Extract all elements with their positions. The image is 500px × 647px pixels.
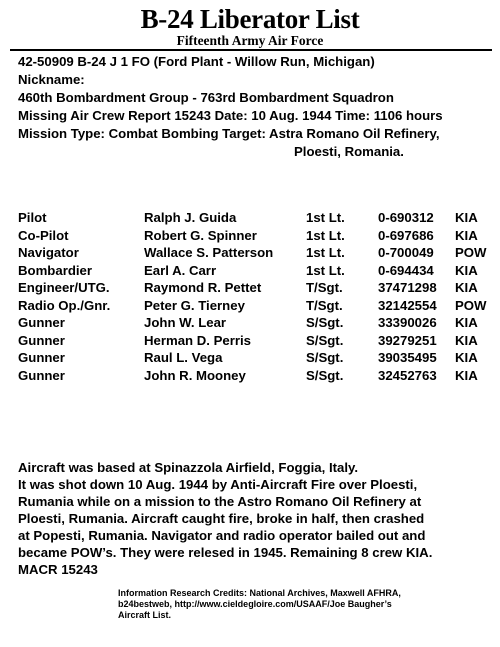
crew-status: POW bbox=[455, 245, 487, 260]
crew-position: Gunner bbox=[18, 367, 65, 383]
crew-serial: 32452763 bbox=[378, 367, 437, 383]
narrative-line: Aircraft was based at Spinazzola Airfield, Foggia, Italy. bbox=[18, 460, 359, 475]
nickname-line: Nickname: bbox=[18, 72, 85, 87]
crew-status: KIA bbox=[455, 280, 478, 295]
crew-position: Navigator bbox=[18, 245, 79, 260]
crew-serial: 33390026 bbox=[378, 315, 437, 330]
crew-row bbox=[18, 349, 498, 367]
crew-name: Peter G. Tierney bbox=[144, 297, 245, 313]
credits-line: b24bestweb, http://www.cieldegloire.com/USAAF/Joe Baugher’s bbox=[118, 599, 392, 609]
page-title: B-24 Liberator List bbox=[140, 4, 360, 34]
crew-name: John W. Lear bbox=[144, 315, 227, 330]
crew-rank: T/Sgt. bbox=[306, 297, 343, 313]
crew-name: Raul L. Vega bbox=[144, 350, 223, 365]
header-divider bbox=[10, 49, 492, 51]
crew-position: Gunner bbox=[18, 315, 65, 330]
crew-serial: 0-694434 bbox=[378, 262, 434, 278]
crew-rank: S/Sgt. bbox=[306, 332, 344, 348]
crew-serial: 39035495 bbox=[378, 350, 437, 365]
crew-serial: 39279251 bbox=[378, 332, 437, 348]
crew-status: KIA bbox=[455, 367, 478, 383]
crew-serial: 0-700049 bbox=[378, 245, 434, 260]
crew-rank: S/Sgt. bbox=[306, 350, 344, 365]
crew-serial: 0-690312 bbox=[378, 210, 434, 225]
narrative-line: Ploesti, Rumania. Aircraft caught fire, broke in half, then crashed bbox=[18, 511, 425, 526]
page-subtitle: Fifteenth Army Air Force bbox=[176, 33, 324, 48]
crew-name: Herman D. Perris bbox=[144, 332, 252, 348]
macr-line: Missing Air Crew Report 15243 Date: 10 Aug. 1944 Time: 1106 hours bbox=[18, 108, 443, 123]
crew-row bbox=[18, 314, 498, 332]
crew-name: John R. Mooney bbox=[144, 367, 246, 383]
crew-row bbox=[18, 209, 498, 227]
crew-name: Raymond R. Pettet bbox=[144, 280, 262, 295]
crew-status: KIA bbox=[455, 332, 478, 348]
crew-row bbox=[18, 279, 498, 297]
crew-position: Radio Op./Gnr. bbox=[18, 297, 111, 313]
crew-rank: S/Sgt. bbox=[306, 315, 344, 330]
crew-rank: 1st Lt. bbox=[306, 210, 345, 225]
narrative-line: Rumania while on a mission to the Astro Romano Oil Refinery at bbox=[18, 494, 422, 509]
crew-status: POW bbox=[455, 297, 487, 313]
crew-position: Gunner bbox=[18, 332, 65, 348]
crew-row bbox=[18, 244, 498, 262]
crew-position: Co-Pilot bbox=[18, 227, 69, 243]
aircraft-serial-line: 42-50909 B-24 J 1 FO (Ford Plant - Willow Run, Michigan) bbox=[18, 54, 375, 69]
crew-rank: T/Sgt. bbox=[306, 280, 343, 295]
mission-line-cont: Ploesti, Romania. bbox=[294, 144, 404, 159]
crew-position: Pilot bbox=[18, 210, 47, 225]
crew-rank: S/Sgt. bbox=[306, 367, 344, 383]
crew-status: KIA bbox=[455, 227, 478, 243]
crew-row bbox=[18, 262, 498, 280]
crew-name: Ralph J. Guida bbox=[144, 210, 237, 225]
crew-row bbox=[18, 367, 498, 385]
crew-serial: 37471298 bbox=[378, 280, 437, 295]
credits-line: Information Research Credits: National Archives, Maxwell AFHRA, bbox=[118, 588, 401, 598]
crew-serial: 0-697686 bbox=[378, 227, 434, 243]
crew-status: KIA bbox=[455, 350, 478, 365]
crew-row bbox=[18, 297, 498, 315]
crew-rank: 1st Lt. bbox=[306, 262, 345, 278]
crew-position: Engineer/UTG. bbox=[18, 280, 110, 295]
narrative bbox=[18, 459, 493, 578]
crew-status: KIA bbox=[455, 262, 478, 278]
crew-position: Gunner bbox=[18, 350, 65, 365]
crew-name: Wallace S. Patterson bbox=[144, 245, 274, 260]
crew-row bbox=[18, 227, 498, 245]
narrative-line: became POW’s. They were relesed in 1945. Remaining 8 crew KIA. bbox=[18, 545, 433, 560]
crew-list bbox=[18, 209, 498, 384]
narrative-line: at Popesti, Rumania. Navigator and radio operator bailed out and bbox=[18, 528, 426, 543]
narrative-line: MACR 15243 bbox=[18, 562, 98, 577]
crew-name: Earl A. Carr bbox=[144, 262, 217, 278]
mission-line: Mission Type: Combat Bombing Target: Astra Romano Oil Refinery, bbox=[18, 126, 440, 141]
credits-line: Aircraft List. bbox=[118, 610, 172, 620]
crew-serial: 32142554 bbox=[378, 297, 437, 313]
credits bbox=[118, 588, 498, 621]
crew-status: KIA bbox=[455, 210, 478, 225]
crew-row bbox=[18, 332, 498, 350]
crew-position: Bombardier bbox=[18, 262, 93, 278]
narrative-line: It was shot down 10 Aug. 1944 by Anti-Aircraft Fire over Ploesti, bbox=[18, 477, 418, 492]
crew-name: Robert G. Spinner bbox=[144, 227, 257, 243]
unit-line: 460th Bombardment Group - 763rd Bombardment Squadron bbox=[18, 90, 394, 105]
crew-rank: 1st Lt. bbox=[306, 227, 345, 243]
crew-rank: 1st Lt. bbox=[306, 245, 345, 260]
crew-status: KIA bbox=[455, 315, 478, 330]
